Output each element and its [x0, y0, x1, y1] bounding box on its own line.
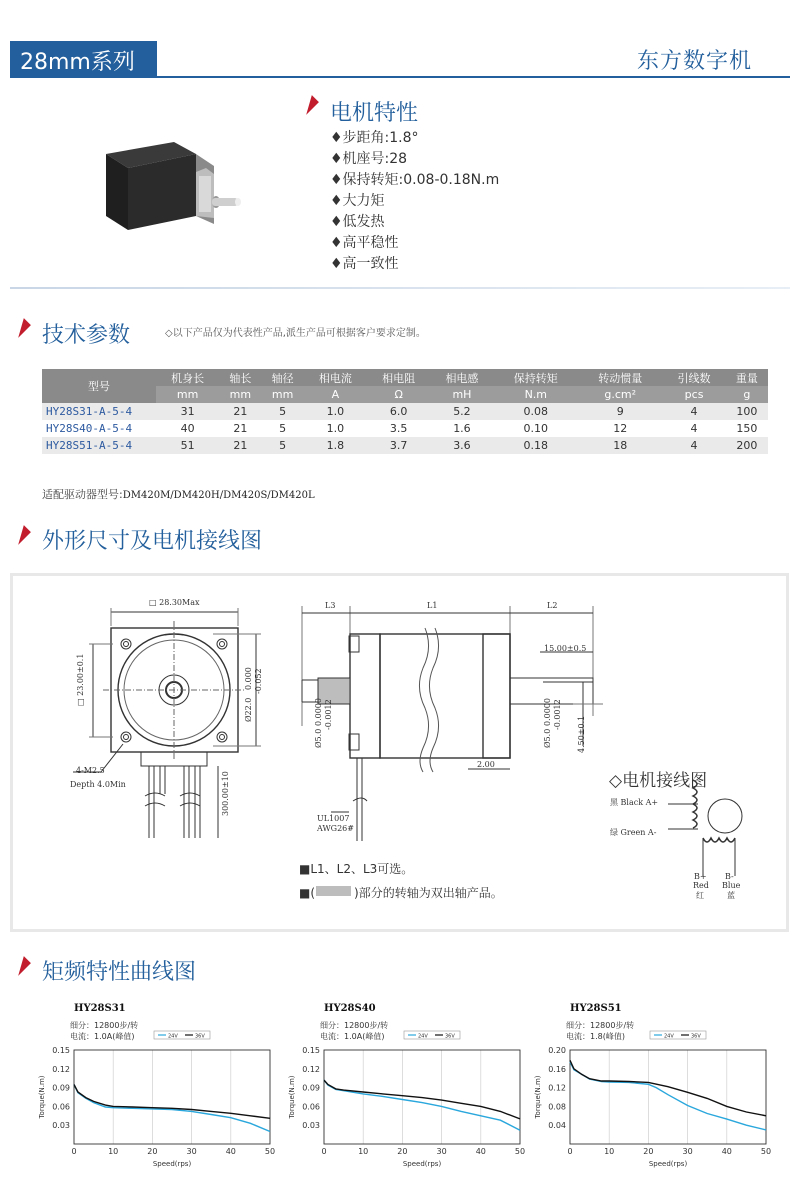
feature-item: ♦低发热 [330, 214, 385, 230]
chart-title: HY28S31 [74, 1003, 126, 1014]
x-tick-label: 0 [71, 1147, 77, 1156]
dim-lead: 300.00±10 [221, 771, 230, 816]
x-tick-label: 20 [397, 1147, 408, 1156]
feature-item: ♦机座号:28 [330, 151, 408, 167]
plot-frame [74, 1050, 270, 1144]
table-cell: 4 [662, 403, 725, 420]
chart-legend [404, 1031, 460, 1040]
table-cell: 5.2 [430, 403, 493, 420]
x-axis-label: Speed(rps) [648, 1160, 688, 1168]
dim-boss: Ø22.0 [244, 697, 253, 722]
wire-a-minus: 绿 Green A- [610, 828, 657, 837]
table-cell: 40 [156, 420, 219, 437]
model-cell: HY28S31-A-5-4 [42, 403, 156, 420]
table-cell: 3.5 [367, 420, 430, 437]
x-axis-label: Speed(rps) [402, 1160, 442, 1168]
chart-subtitle: 细分：12800步/转 [70, 1021, 139, 1030]
motor-photo [96, 132, 246, 242]
x-tick-label: 0 [567, 1147, 573, 1156]
table-cell: 21 [219, 420, 261, 437]
y-tick-label: 0.15 [302, 1046, 320, 1055]
chart-plot [32, 1000, 282, 1170]
dim-flat: 15.00±0.5 [544, 644, 587, 653]
x-tick-label: 10 [108, 1147, 119, 1156]
model-cell: HY28S51-A-5-4 [42, 437, 156, 454]
table-cell: 31 [156, 403, 219, 420]
y-tick-label: 0.20 [548, 1046, 566, 1055]
table-cell: 1.0 [304, 420, 367, 437]
table-cell: 150 [726, 420, 768, 437]
features-title: 电机特性 [330, 101, 419, 126]
table-cell: 1.8 [304, 437, 367, 454]
table-cell: 1.6 [430, 420, 493, 437]
chart-title: HY28S51 [570, 1003, 622, 1014]
series-line-24V [570, 1062, 766, 1130]
legend-label: 24V [664, 1033, 674, 1040]
table-cell: 4 [662, 437, 725, 454]
model-cell: HY28S40-A-5-4 [42, 420, 156, 437]
series-title: 28mm系列 [20, 50, 135, 75]
legend-label: 36V [445, 1033, 455, 1040]
chart-plot [282, 1000, 532, 1170]
x-tick-label: 20 [643, 1147, 654, 1156]
table-cell: 3.6 [430, 437, 493, 454]
wire-b-plus: B+ [694, 872, 707, 881]
dim-shaft-2: Ø5.0 [543, 728, 552, 748]
feature-item: ♦步距角:1.8° [330, 130, 419, 146]
dim-boss-height: 2.00 [477, 760, 495, 769]
y-tick-label: 0.09 [302, 1083, 320, 1093]
wire-awg: AWG26# [317, 824, 354, 833]
col-header: 重量 [726, 369, 768, 386]
section-divider [10, 287, 790, 289]
dim-shaft-2-tol-top: 0.0000 [543, 698, 552, 726]
x-tick-label: 20 [147, 1147, 158, 1156]
chart-subtitle: 电流：1.0A(峰值) [320, 1032, 385, 1041]
dim-boss-tol-bottom: -0.052 [254, 668, 263, 694]
torque-chart-3 [528, 1000, 778, 1170]
x-tick-label: 30 [436, 1147, 447, 1156]
table-cell: 1.0 [304, 403, 367, 420]
dim-boss-tol-top: 0.000 [244, 667, 253, 690]
dim-holes: 4-M2.5 [76, 766, 105, 775]
section-marker-icon [299, 95, 319, 115]
wire-b-minus-name: Blue [722, 881, 741, 890]
col-unit: Ω [367, 386, 430, 403]
spec-table [42, 369, 768, 454]
table-cell: 0.10 [494, 420, 578, 437]
dim-shaft-tol-bottom: -0.0012 [324, 699, 333, 730]
feature-item: ♦高平稳性 [330, 235, 399, 251]
chart-title: HY28S40 [324, 1003, 376, 1014]
series-line-36V [74, 1085, 270, 1119]
x-tick-label: 50 [264, 1147, 276, 1156]
torque-chart-1 [32, 1000, 282, 1170]
drawing-note-dual [299, 884, 503, 901]
y-tick-label: 0.08 [548, 1102, 566, 1112]
chart-plot [528, 1000, 778, 1170]
dim-shaft: Ø5.0 [314, 728, 323, 748]
series-line-24V [324, 1080, 520, 1130]
table-cell: 4 [662, 420, 725, 437]
driver-models: DM420M/DM420H/DM420S/DM420L [122, 490, 315, 501]
x-tick-label: 30 [682, 1147, 693, 1156]
x-tick-label: 10 [604, 1147, 615, 1156]
table-cell: 9 [578, 403, 662, 420]
table-row [42, 403, 768, 420]
dim-l2: L2 [547, 601, 558, 610]
col-header: 轴长 [219, 369, 261, 386]
wire-b-minus: B- [725, 872, 734, 881]
table-cell: 51 [156, 437, 219, 454]
table-row [42, 437, 768, 454]
x-tick-label: 10 [358, 1147, 369, 1156]
table-cell: 0.08 [494, 403, 578, 420]
table-cell: 0.18 [494, 437, 578, 454]
table-cell: 5 [262, 403, 304, 420]
driver-line [42, 486, 315, 502]
col-header: 相电流 [304, 369, 367, 386]
dim-l3: L3 [325, 601, 336, 610]
table-cell: 21 [219, 403, 261, 420]
table-cell: 3.7 [367, 437, 430, 454]
table-row [42, 420, 768, 437]
y-tick-label: 0.03 [302, 1121, 320, 1131]
feature-item: ♦高一致性 [330, 256, 399, 272]
note-close: )部分的转轴为双出轴产品。 [354, 886, 503, 900]
y-tick-label: 0.16 [548, 1064, 566, 1074]
dim-flat-depth: 4.50±0.1 [577, 715, 586, 753]
feature-item: ♦保持转矩:0.08-0.18N.m [330, 172, 500, 188]
x-tick-label: 30 [186, 1147, 197, 1156]
col-unit: mH [430, 386, 493, 403]
col-unit: A [304, 386, 367, 403]
y-tick-label: 0.03 [52, 1121, 70, 1131]
col-header: 保持转矩 [494, 369, 578, 386]
series-line-36V [324, 1080, 520, 1119]
header-rule [10, 76, 790, 78]
specs-note: ◇以下产品仅为代表性产品,派生产品可根据客户要求定制。 [165, 328, 426, 339]
chart-legend [650, 1031, 706, 1040]
y-axis-label: Torque(N.m) [288, 1075, 296, 1119]
section-marker-icon [11, 956, 31, 976]
dim-shaft-2-tol-bottom: -0.0012 [553, 699, 562, 730]
section-marker-icon [11, 525, 31, 545]
y-tick-label: 0.12 [548, 1083, 566, 1093]
brand-name: 东方数字机 [636, 49, 752, 74]
col-unit: g [726, 386, 768, 403]
y-tick-label: 0.12 [302, 1064, 320, 1074]
legend-label: 24V [168, 1033, 178, 1040]
dim-width: □ 28.30Max [149, 598, 200, 607]
y-tick-label: 0.09 [52, 1083, 70, 1093]
col-header: 引线数 [662, 369, 725, 386]
col-header: 相电阻 [367, 369, 430, 386]
table-cell: 100 [726, 403, 768, 420]
x-tick-label: 40 [721, 1147, 732, 1156]
model-header: 型号 [42, 369, 156, 403]
dim-shaft-tol-top: 0.0000 [314, 698, 323, 726]
curves-title: 矩频特性曲线图 [42, 960, 197, 985]
wire-b-plus-cn: 红 [696, 891, 704, 900]
chart-legend [154, 1031, 210, 1040]
wiring-title: ◇电机接线图 [609, 771, 708, 791]
col-unit: mm [219, 386, 261, 403]
x-tick-label: 40 [225, 1147, 236, 1156]
chart-subtitle: 电流：1.8(峰值) [566, 1032, 625, 1041]
chart-subtitle: 电流：1.0A(峰值) [70, 1032, 135, 1041]
feature-item: ♦大力矩 [330, 193, 385, 209]
legend-label: 36V [691, 1033, 701, 1040]
chart-subtitle: 细分：12800步/转 [320, 1021, 389, 1030]
wire-b-minus-cn: 蓝 [727, 891, 735, 900]
col-unit: mm [262, 386, 304, 403]
table-cell: 5 [262, 420, 304, 437]
series-line-36V [570, 1060, 766, 1116]
dim-pitch: □ 23.00±0.1 [76, 653, 85, 706]
x-tick-label: 50 [514, 1147, 526, 1156]
drawing-title: 外形尺寸及电机接线图 [42, 529, 263, 554]
table-cell: 21 [219, 437, 261, 454]
x-tick-label: 40 [475, 1147, 486, 1156]
torque-chart-2 [282, 1000, 532, 1170]
x-axis-label: Speed(rps) [152, 1160, 192, 1168]
section-marker-icon [11, 318, 31, 338]
col-unit: mm [156, 386, 219, 403]
x-tick-label: 50 [760, 1147, 772, 1156]
specs-title: 技术参数 [42, 323, 131, 348]
wire-spec: UL1007 [317, 814, 350, 823]
table-cell: 12 [578, 420, 662, 437]
legend-label: 24V [418, 1033, 428, 1040]
y-tick-label: 0.06 [52, 1102, 70, 1112]
plot-frame [570, 1050, 766, 1144]
col-header: 机身长 [156, 369, 219, 386]
legend-label: 36V [195, 1033, 205, 1040]
driver-label: 适配驱动器型号: [42, 488, 123, 501]
col-unit: pcs [662, 386, 725, 403]
col-header: 轴径 [262, 369, 304, 386]
col-unit: g.cm² [578, 386, 662, 403]
y-axis-label: Torque(N.m) [38, 1075, 46, 1119]
table-cell: 6.0 [367, 403, 430, 420]
y-tick-label: 0.04 [548, 1121, 566, 1131]
dim-l1: L1 [427, 601, 438, 610]
wire-a-plus: 黑 Black A+ [610, 798, 659, 807]
y-tick-label: 0.15 [52, 1046, 70, 1055]
dim-depth: Depth 4.0Min [70, 780, 126, 789]
col-header: 相电感 [430, 369, 493, 386]
col-header: 转动惯量 [578, 369, 662, 386]
col-unit: N.m [494, 386, 578, 403]
wire-b-plus-name: Red [693, 881, 709, 890]
table-cell: 5 [262, 437, 304, 454]
chart-subtitle: 细分：12800步/转 [566, 1021, 635, 1030]
drawing-note-length: ■L1、L2、L3可选。 [299, 862, 414, 876]
y-tick-label: 0.12 [52, 1064, 70, 1074]
table-cell: 18 [578, 437, 662, 454]
note-open: ■( [299, 886, 316, 900]
x-tick-label: 0 [321, 1147, 327, 1156]
y-axis-label: Torque(N.m) [534, 1075, 542, 1119]
table-cell: 200 [726, 437, 768, 454]
y-tick-label: 0.06 [302, 1102, 320, 1112]
